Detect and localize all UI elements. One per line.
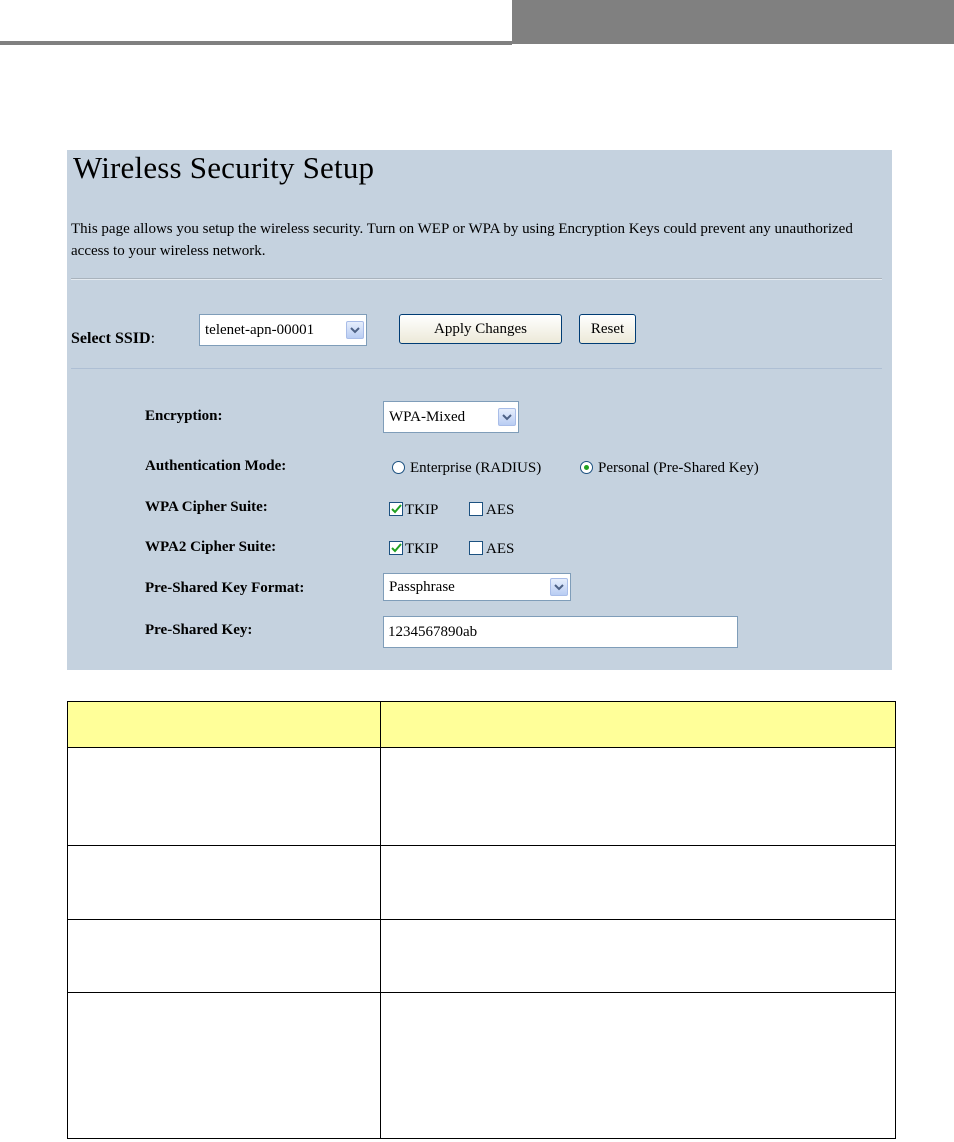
table-cell (68, 748, 381, 846)
divider (71, 368, 882, 369)
wpa-cipher-suite-label: WPA Cipher Suite: (145, 499, 268, 515)
table-row (68, 920, 896, 993)
page-description: This page allows you setup the wireless security. Turn on WEP or WPA by using Encryption Keys could prevent any unauthorized access to your wireless network. (71, 221, 853, 259)
table-cell (381, 920, 896, 993)
page-title: Wireless Security Setup (73, 150, 375, 185)
wpa-aes-label: AES (486, 502, 515, 518)
wpa-tkip-label: TKIP (405, 502, 439, 518)
wpa2-cipher-suite-label: WPA2 Cipher Suite: (145, 539, 277, 555)
authentication-mode-label: Authentication Mode: (145, 458, 287, 474)
wireless-security-panel (67, 150, 892, 670)
auth-enterprise-label: Enterprise (RADIUS) (410, 460, 542, 476)
chevron-down-icon[interactable] (498, 408, 516, 426)
table-cell (68, 846, 381, 920)
table-cell (68, 993, 381, 1139)
encryption-label: Encryption: (145, 408, 223, 424)
table-header-cell (68, 702, 381, 748)
table-cell (68, 920, 381, 993)
auth-enterprise-radio[interactable] (392, 461, 405, 474)
auth-personal-radio[interactable] (580, 461, 593, 474)
select-ssid-text: Select SSID (71, 330, 151, 347)
table-cell (381, 748, 896, 846)
wpa2-tkip-checkbox[interactable] (389, 541, 403, 555)
table-cell (381, 993, 896, 1139)
ssid-select-value: telenet-apn-00001 (205, 321, 315, 338)
table-row (68, 748, 896, 846)
psk-format-label: Pre-Shared Key Format: (145, 580, 305, 596)
table-cell (381, 846, 896, 920)
table-row (68, 993, 896, 1139)
wpa2-tkip-label: TKIP (405, 541, 439, 557)
check-icon (391, 504, 402, 514)
wpa2-aes-checkbox[interactable] (469, 541, 483, 555)
header-bar (512, 0, 954, 44)
table-header-cell (381, 702, 896, 748)
table-row (68, 846, 896, 920)
psk-label: Pre-Shared Key: (145, 622, 253, 638)
wpa2-aes-label: AES (486, 541, 515, 557)
wpa-aes-checkbox[interactable] (469, 502, 483, 516)
chevron-down-icon[interactable] (346, 321, 364, 339)
psk-input[interactable]: 1234567890ab (383, 616, 738, 648)
check-icon (391, 543, 402, 553)
apply-changes-button[interactable]: Apply Changes (399, 314, 562, 344)
reset-button[interactable]: Reset (579, 314, 636, 344)
header-rule (0, 41, 512, 45)
divider (71, 278, 882, 280)
encryption-select-value: WPA-Mixed (389, 408, 466, 425)
select-ssid-colon: : (150, 330, 156, 347)
auth-personal-label: Personal (Pre-Shared Key) (598, 460, 759, 476)
psk-format-select[interactable] (383, 573, 571, 601)
psk-format-value: Passphrase (389, 578, 455, 595)
chevron-down-icon[interactable] (550, 578, 568, 596)
select-ssid-label (71, 330, 155, 348)
table-header-row (68, 702, 896, 748)
wpa-tkip-checkbox[interactable] (389, 502, 403, 516)
ssid-select[interactable] (199, 314, 367, 346)
encryption-select[interactable] (383, 401, 519, 433)
info-table (67, 701, 896, 1139)
